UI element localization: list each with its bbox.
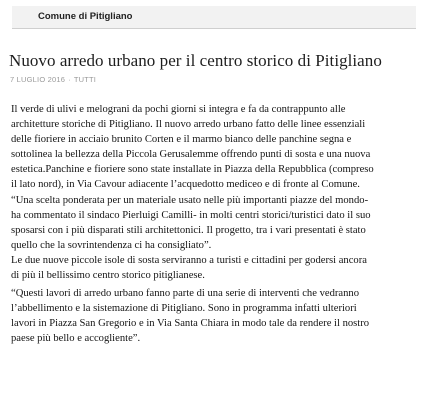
article-line: quello che la sovrintendenza ci ha consigliato”. [11,239,212,251]
article-meta [10,75,96,84]
article-line: Le due nuove piccole isole di sosta serviranno a turisti e cittadini per godersi ancora [11,254,367,266]
article-line: delle fioriere in acciaio brunito Corten e il marmo bianco delle panchine segna e [11,134,352,146]
article-line: estetica.Panchine e fioriere sono state installate in Piazza della Repubblica (compreso [11,164,374,176]
article-body [11,102,419,347]
article-line: il lato nord), in Via Cavour adiacente l’acquedotto mediceo e di fronte al Comune. [11,179,360,191]
article-line: l’abbellimento e la sistemazione di Pitigliano. Sono in programma infatti ulteriori [11,303,357,315]
article-line: architetture storiche di Pitigliano. Il nuovo arredo urbano fatto delle linee essenziali [11,119,366,131]
article-line: sposarsi con i più disparati stili architettonici. Il progetto, tra i vari presentati è stato [11,224,366,236]
article-line: lavori in Piazza San Gregorio e in Via Santa Chiara in modo tale da rendere il nostro [11,318,370,330]
article-line: di più il bellissimo centro storico pitiglianese. [11,270,205,282]
article-line: “Una scelta ponderata per un materiale usato nelle più importanti piazze del mondo- [11,194,369,206]
site-name[interactable]: Comune di Pitigliano [38,11,133,22]
article-line: “Questi lavori di arredo urbano fanno parte di una serie di interventi che vedranno [11,288,359,300]
article-line: paese più bello e accogliente”. [11,333,141,345]
site-header [12,6,416,29]
article-date: 7 LUGLIO 2016 [10,75,66,84]
article-category-link[interactable]: TUTTI [73,75,97,84]
article-line: Il verde di ulivi e melograni da pochi giorni si integra e fa da contrappunto alle [11,104,346,115]
meta-separator: · [68,75,71,84]
article-line: sottolinea la bellezza della Piccola Gerusalemme offrendo punti di sosta e una nuova [11,149,371,161]
article-title: Nuovo arredo urbano per il centro storico di Pitigliano [9,51,382,70]
article-line: ha commentato il sindaco Pierluigi Camilli- in molti centri storici/turistici dato il suo [11,209,371,221]
